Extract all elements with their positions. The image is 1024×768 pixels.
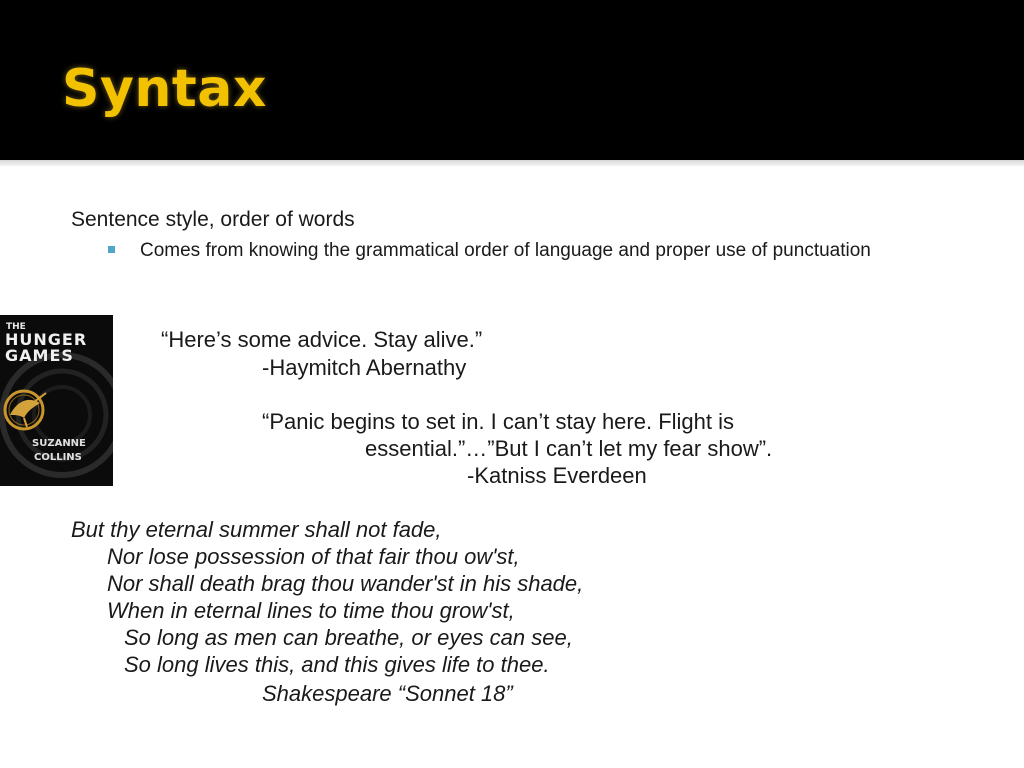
hunger-games-book-cover [0,315,113,486]
sonnet-line-5: So long as men can breathe, or eyes can see, [124,625,573,650]
sonnet-line-4: When in eternal lines to time thou grow'st, [107,598,515,623]
katniss-attribution: -Katniss Everdeen [467,463,647,488]
book-title-line2: HUNGER [5,330,88,349]
title-divider [0,160,1024,166]
book-title-line1: THE [6,322,26,332]
sonnet-line-6: So long lives this, and this gives life to thee. [124,652,550,677]
katniss-quote-line-2: essential.”…”But I can’t let my fear show”. [365,436,773,461]
book-author-line2: COLLINS [34,452,82,463]
sub-point: Comes from knowing the grammatical order of language and proper use of punctuation [140,240,871,261]
sonnet-line-2: Nor lose possession of that fair thou ow'st, [107,544,520,569]
sonnet-line-3: Nor shall death brag thou wander'st in his shade, [107,571,584,596]
square-bullet-icon [108,246,115,253]
sonnet-line-1: But thy eternal summer shall not fade, [71,517,442,542]
katniss-quote-line-1: “Panic begins to set in. I can’t stay here. Flight is [262,409,735,434]
sonnet-attribution: Shakespeare “Sonnet 18” [262,681,513,706]
haymitch-quote: “Here’s some advice. Stay alive.” [161,327,483,352]
haymitch-attribution: -Haymitch Abernathy [262,355,467,380]
book-title-line3: GAMES [5,346,74,365]
slide-title: Syntax [62,59,267,119]
book-author-line1: SUZANNE [32,438,86,449]
main-point: Sentence style, order of words [71,208,355,231]
